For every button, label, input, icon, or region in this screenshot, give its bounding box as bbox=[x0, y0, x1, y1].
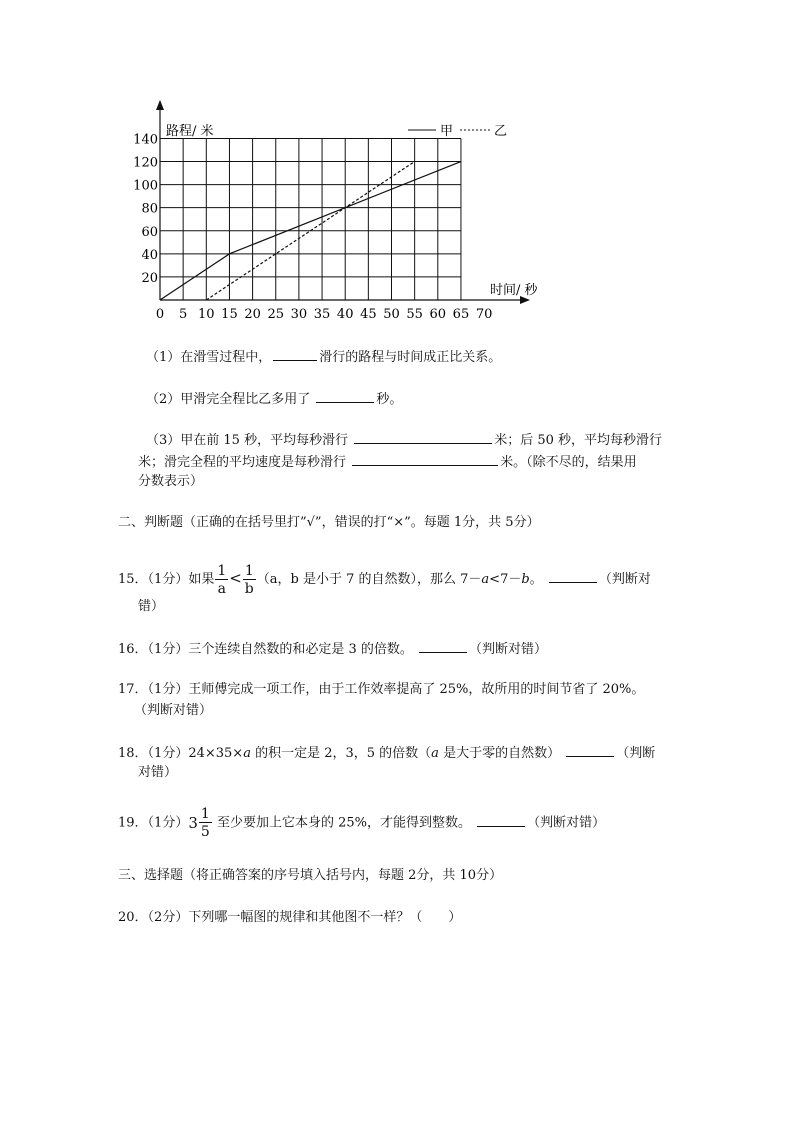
q14-p3-line2-suffix: 米。（除不尽的，结果用 bbox=[500, 455, 637, 470]
q15-middle: （a，b 是小于 7 的自然数），那么 7－ bbox=[256, 572, 482, 587]
x-tick-label: 30 bbox=[290, 307, 308, 322]
y-tick-label: 140 bbox=[133, 132, 158, 148]
q14-p2-suffix: 秒。 bbox=[376, 392, 403, 407]
q18-middle: 的积一定是 2，3，5 的倍数（ bbox=[250, 746, 432, 761]
x-tick-label: 55 bbox=[406, 307, 423, 322]
q15-var-a: a bbox=[481, 572, 490, 587]
y-tick-label: 40 bbox=[141, 247, 158, 263]
x-tick-labels bbox=[156, 307, 493, 322]
x-tick-label: 0 bbox=[155, 307, 165, 322]
q14-part3-line2 bbox=[138, 451, 637, 473]
q15-tail: （判断对 bbox=[598, 572, 651, 587]
q14-p3-middle: 米；后 50 秒，平均每秒滑行 bbox=[494, 433, 663, 448]
section2-title: 二、判断题（正确的在括号里打”√”，错误的打“×”。每题 1分，共 5分） bbox=[118, 515, 540, 530]
q18-var-a-2: a bbox=[431, 746, 439, 761]
x-tick-label: 10 bbox=[198, 307, 215, 322]
x-tick-label: 60 bbox=[429, 307, 447, 322]
q18-line2: 对错） bbox=[138, 765, 178, 780]
q15-fraction-1-over-b bbox=[243, 564, 256, 596]
q14-part3-line1 bbox=[146, 429, 662, 451]
x-tick-label: 35 bbox=[313, 307, 331, 322]
x-tick-label: 20 bbox=[244, 307, 261, 322]
q15-line2: 错） bbox=[138, 599, 165, 614]
x-tick-label: 15 bbox=[221, 307, 238, 322]
q14-p1-prefix: （1）在滑雪过程中， bbox=[146, 350, 272, 365]
q15-var-b: b bbox=[521, 572, 530, 587]
q19-numerator: 1 bbox=[200, 806, 210, 822]
legend-label-yi: 乙 bbox=[494, 124, 508, 139]
chart-legend bbox=[408, 124, 507, 139]
q15-f1-numerator: 1 bbox=[217, 562, 227, 579]
x-tick-label: 5 bbox=[179, 307, 188, 322]
q17-line1: 17．（1分）王师傅完成一项工作，由于工作效率提高了 25%，故所用的时间节省了 20%。 bbox=[118, 682, 645, 697]
q15-less-than: < bbox=[229, 569, 242, 587]
q18-var-a: a bbox=[243, 746, 251, 761]
q15-line1 bbox=[118, 563, 651, 596]
q14-p2-answer-blank[interactable] bbox=[316, 388, 374, 403]
q15-answer-blank[interactable] bbox=[549, 568, 597, 583]
y-tick-label: 100 bbox=[133, 178, 158, 194]
q14-part1 bbox=[146, 346, 501, 368]
y-tick-label: 120 bbox=[133, 155, 158, 171]
q15-f2-denominator: b bbox=[244, 580, 254, 597]
q15-middle-2: <7－ bbox=[489, 572, 522, 587]
legend-label-jia: 甲 bbox=[440, 124, 454, 139]
q17-line2: （判断对错） bbox=[134, 703, 213, 718]
q16 bbox=[118, 638, 547, 660]
distance-time-chart bbox=[133, 96, 558, 332]
q19-fraction bbox=[199, 807, 212, 839]
q19-answer-blank[interactable] bbox=[477, 812, 525, 827]
q16-tail: （判断对错） bbox=[469, 642, 548, 657]
q16-text: 16．（1分）三个连续自然数的和必定是 3 的倍数。 bbox=[118, 642, 413, 657]
q15-f1-denominator: a bbox=[217, 580, 226, 597]
y-tick-label: 60 bbox=[141, 224, 158, 240]
x-tick-label: 40 bbox=[336, 307, 354, 322]
q19-text: 至少要加上它本身的 25%，才能得到整数。 bbox=[216, 815, 471, 831]
q18-answer-blank[interactable] bbox=[566, 742, 614, 757]
y-axis-label: 路程/ 米 bbox=[166, 124, 214, 139]
q18-line1 bbox=[118, 742, 655, 764]
x-tick-label: 25 bbox=[267, 307, 285, 322]
q20: 20．（2分）下列哪一幅图的规律和其他图不一样？（ ） bbox=[118, 910, 462, 925]
q16-answer-blank[interactable] bbox=[419, 638, 467, 653]
y-tick-labels bbox=[133, 132, 158, 285]
x-tick-label: 50 bbox=[383, 307, 400, 322]
q15-fraction-1-over-a bbox=[215, 564, 228, 596]
q14-part2 bbox=[146, 388, 402, 410]
q15-f2-numerator: 1 bbox=[244, 562, 254, 579]
q15-suffix: 。 bbox=[529, 572, 543, 587]
q19-denominator: 5 bbox=[200, 824, 210, 840]
q18-tail: （判断 bbox=[616, 746, 656, 761]
y-tick-label: 20 bbox=[141, 270, 158, 286]
q14-p3-answer-blank-3[interactable] bbox=[352, 451, 498, 466]
y-tick-label: 80 bbox=[141, 201, 158, 217]
y-axis-arrow bbox=[156, 100, 164, 110]
section3-title: 三、选择题（将正确答案的序号填入括号内，每题 2分，共 10分） bbox=[118, 868, 503, 883]
x-tick-label: 65 bbox=[452, 307, 470, 322]
q14-p2-prefix: （2）甲滑完全程比乙多用了 bbox=[146, 392, 311, 407]
q14-p1-suffix: 滑行的路程与时间成正比关系。 bbox=[319, 350, 502, 365]
q14-p1-answer-blank[interactable] bbox=[273, 346, 317, 361]
q18-suffix: 是大于零的自然数） bbox=[438, 746, 561, 761]
q19-tail: （判断对错） bbox=[527, 815, 606, 831]
q19 bbox=[118, 806, 605, 841]
q14-p3-answer-blank-1[interactable] bbox=[354, 429, 492, 444]
q18-prefix: 18．（1分）24×35× bbox=[118, 746, 244, 761]
q14-part3-line3: 分数表示） bbox=[138, 474, 204, 489]
x-axis-label: 时间/ 秒 bbox=[490, 283, 538, 298]
q15-prefix: 15．（1分）如果 bbox=[118, 572, 215, 587]
q14-p3-line2-prefix: 米；滑完全程的平均速度是每秒滑行 bbox=[138, 455, 347, 470]
chart-grid bbox=[160, 138, 461, 300]
x-tick-label: 45 bbox=[360, 307, 377, 322]
q14-p3-prefix: （3）甲在前 15 秒，平均每秒滑行 bbox=[146, 433, 349, 448]
q19-prefix: 19．（1分） bbox=[118, 815, 189, 831]
x-tick-label: 70 bbox=[475, 307, 493, 322]
q19-mixed-integer: 3 bbox=[188, 814, 198, 832]
